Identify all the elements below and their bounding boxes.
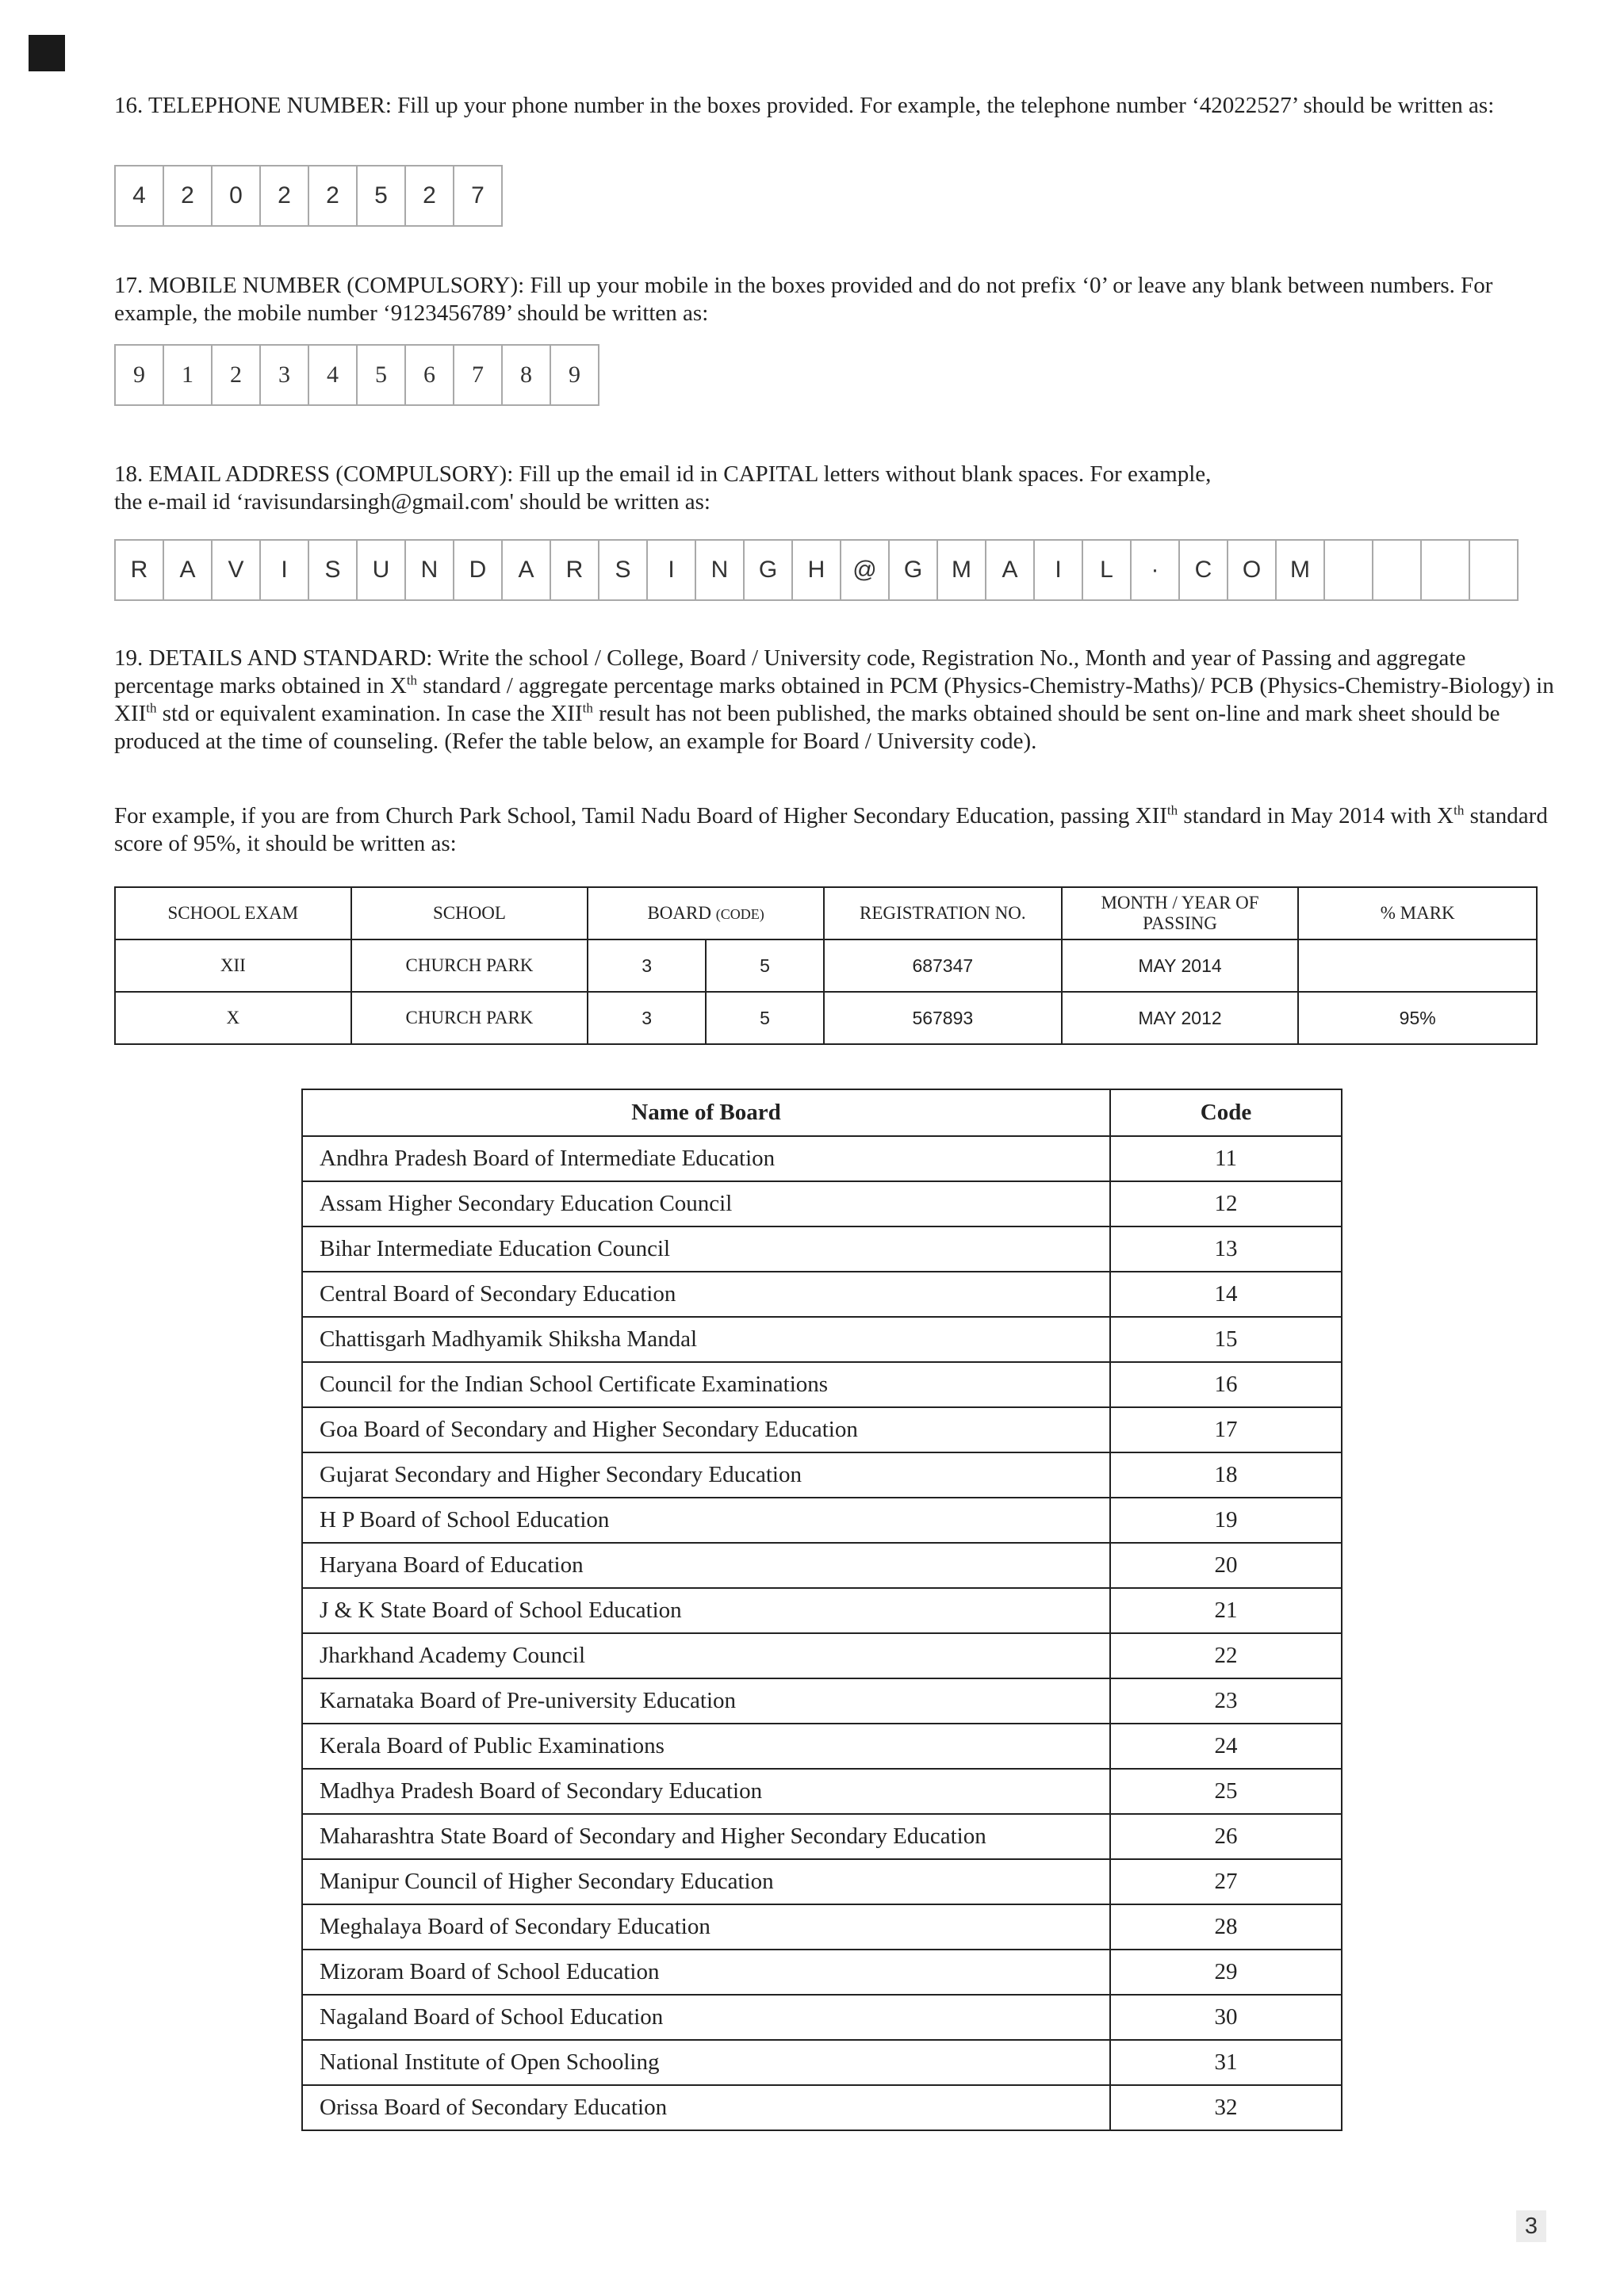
superscript: th xyxy=(1454,802,1465,818)
character-box xyxy=(1372,539,1422,601)
table-row xyxy=(302,1498,1342,1543)
table-row xyxy=(302,1452,1342,1498)
table-row xyxy=(302,1904,1342,1950)
example-instructions xyxy=(114,802,1557,858)
header-board xyxy=(588,887,824,939)
character-box: 2 xyxy=(404,165,454,227)
character-box: A xyxy=(985,539,1035,601)
character-box: O xyxy=(1227,539,1277,601)
board-code-cell: 13 xyxy=(1110,1226,1342,1272)
board-code-cell: 25 xyxy=(1110,1769,1342,1814)
character-box: 2 xyxy=(211,344,261,406)
table-row xyxy=(302,1317,1342,1362)
table-row xyxy=(302,1226,1342,1272)
character-box: G xyxy=(743,539,793,601)
character-box: C xyxy=(1178,539,1228,601)
board-name-cell: Madhya Pradesh Board of Secondary Education xyxy=(302,1769,1110,1814)
board-code-cell: 15 xyxy=(1110,1317,1342,1362)
corner-registration-mark xyxy=(29,35,65,71)
board-code-cell: 30 xyxy=(1110,1995,1342,2040)
mobile-instructions: 17. MOBILE NUMBER (COMPULSORY): Fill up your mobile in the boxes provided and do not prefix ‘0’ or leave any blank between numbers. For example, the mobile number ‘9123456789’ should be written as: xyxy=(114,273,1493,326)
character-box: U xyxy=(356,539,406,601)
board-code-cell: 20 xyxy=(1110,1543,1342,1588)
character-box xyxy=(1469,539,1519,601)
table-row xyxy=(302,1181,1342,1226)
cell-registration: 687347 xyxy=(824,939,1062,992)
cell-exam: X xyxy=(115,992,351,1044)
table-row xyxy=(302,1543,1342,1588)
board-name-cell: Nagaland Board of School Education xyxy=(302,1995,1110,2040)
character-box: M xyxy=(936,539,986,601)
header-month-year-line2: PASSING xyxy=(1143,913,1217,933)
table-row xyxy=(302,1633,1342,1678)
board-code-cell: 17 xyxy=(1110,1407,1342,1452)
cell-mark xyxy=(1298,939,1537,992)
board-name-cell: Orissa Board of Secondary Education xyxy=(302,2085,1110,2130)
board-name-cell: Haryana Board of Education xyxy=(302,1543,1110,1588)
details-text-b: standard / aggregate percentage marks obtained in PCM (Physics-Chemistry-Maths)/ PCB (Physics-Chemistry-Biology) in XII xyxy=(114,673,1554,726)
character-box: 5 xyxy=(356,165,406,227)
character-box: I xyxy=(1033,539,1083,601)
character-box: 2 xyxy=(259,165,309,227)
table-row xyxy=(115,992,1537,1044)
cell-month-year: MAY 2012 xyxy=(1062,992,1299,1044)
board-name-cell: Mizoram Board of School Education xyxy=(302,1950,1110,1995)
character-box: S xyxy=(598,539,648,601)
board-name-cell: Council for the Indian School Certificate Examinations xyxy=(302,1362,1110,1407)
character-box: I xyxy=(259,539,309,601)
table-row xyxy=(302,1769,1342,1814)
email-instructions-line2: the e-mail id ‘ravisundarsingh@gmail.com' should be written as: xyxy=(114,489,710,515)
character-box: 9 xyxy=(550,344,599,406)
board-name-cell: Maharashtra State Board of Secondary and Higher Secondary Education xyxy=(302,1814,1110,1859)
board-code-cell: 14 xyxy=(1110,1272,1342,1317)
board-name-cell: H P Board of School Education xyxy=(302,1498,1110,1543)
telephone-example-boxes xyxy=(114,165,501,227)
character-box: 6 xyxy=(404,344,454,406)
cell-school: CHURCH PARK xyxy=(351,992,588,1044)
superscript: th xyxy=(1166,802,1178,818)
cell-exam: XII xyxy=(115,939,351,992)
board-name-cell: Andhra Pradesh Board of Intermediate Education xyxy=(302,1136,1110,1181)
board-codes-table xyxy=(301,1089,1342,2131)
email-instructions-line1: 18. EMAIL ADDRESS (COMPULSORY): Fill up the email id in CAPITAL letters without blank spaces. For example, xyxy=(114,461,1212,487)
header-month-year xyxy=(1062,887,1299,939)
character-box: R xyxy=(550,539,599,601)
board-code-cell: 19 xyxy=(1110,1498,1342,1543)
page-number: 3 xyxy=(1516,2210,1546,2242)
board-code-cell: 24 xyxy=(1110,1724,1342,1769)
details-text-d: result has not been published, the marks obtained should be sent on-line and mark sheet should be produced at the time of counseling. (Refer the table below, an example for Board / University code). xyxy=(114,701,1500,754)
details-text-c: std or equivalent examination. In case the XII xyxy=(156,701,583,726)
character-box: G xyxy=(888,539,938,601)
table-row xyxy=(302,2040,1342,2085)
character-box: N xyxy=(695,539,745,601)
board-table-body xyxy=(302,1136,1342,2130)
character-box: 9 xyxy=(114,344,164,406)
table-row xyxy=(302,1678,1342,1724)
superscript: th xyxy=(406,672,418,688)
example-text-b: standard in May 2014 with X xyxy=(1178,803,1454,828)
header-board-name: Name of Board xyxy=(302,1089,1110,1136)
superscript: th xyxy=(582,700,593,716)
table-row xyxy=(115,939,1537,992)
header-registration: REGISTRATION NO. xyxy=(824,887,1062,939)
board-code-cell: 16 xyxy=(1110,1362,1342,1407)
character-box: R xyxy=(114,539,164,601)
character-box: I xyxy=(646,539,696,601)
character-box: V xyxy=(211,539,261,601)
telephone-instructions: 16. TELEPHONE NUMBER: Fill up your phone number in the boxes provided. For example, the telephone number ‘42022527’ should be written as: xyxy=(114,93,1495,118)
example-text-a: For example, if you are from Church Park School, Tamil Nadu Board of Higher Secondary Education, passing XII xyxy=(114,803,1167,828)
character-box: 2 xyxy=(308,165,358,227)
character-box: D xyxy=(453,539,503,601)
board-code-cell: 31 xyxy=(1110,2040,1342,2085)
cell-code2: 5 xyxy=(706,939,824,992)
table-header-row xyxy=(302,1089,1342,1136)
board-name-cell: Manipur Council of Higher Secondary Education xyxy=(302,1859,1110,1904)
table-row xyxy=(302,1272,1342,1317)
character-box: 5 xyxy=(356,344,406,406)
board-name-cell: J & K State Board of School Education xyxy=(302,1588,1110,1633)
character-box: M xyxy=(1275,539,1325,601)
cell-school: CHURCH PARK xyxy=(351,939,588,992)
header-month-year-line1: MONTH / YEAR OF xyxy=(1101,893,1259,913)
board-code-cell: 18 xyxy=(1110,1452,1342,1498)
table-row xyxy=(302,1136,1342,1181)
character-box: 7 xyxy=(453,165,503,227)
header-school-exam: SCHOOL EXAM xyxy=(115,887,351,939)
character-box: A xyxy=(163,539,213,601)
cell-month-year: MAY 2014 xyxy=(1062,939,1299,992)
character-box: · xyxy=(1130,539,1180,601)
exam-details-example-table xyxy=(114,886,1538,1045)
mobile-example-boxes xyxy=(114,344,598,406)
board-name-cell: Bihar Intermediate Education Council xyxy=(302,1226,1110,1272)
character-box: 1 xyxy=(163,344,213,406)
character-box xyxy=(1323,539,1373,601)
superscript: th xyxy=(146,700,157,716)
character-box: L xyxy=(1082,539,1132,601)
board-code-cell: 11 xyxy=(1110,1136,1342,1181)
character-box: H xyxy=(791,539,841,601)
cell-mark: 95% xyxy=(1298,992,1537,1044)
board-code-cell: 23 xyxy=(1110,1678,1342,1724)
email-example-boxes xyxy=(114,539,1517,601)
cell-code2: 5 xyxy=(706,992,824,1044)
character-box: S xyxy=(308,539,358,601)
board-code-cell: 22 xyxy=(1110,1633,1342,1678)
table-header-row xyxy=(115,887,1537,939)
character-box: 4 xyxy=(114,165,164,227)
character-box: 0 xyxy=(211,165,261,227)
header-mark: % MARK xyxy=(1298,887,1537,939)
character-box: @ xyxy=(840,539,890,601)
cell-registration: 567893 xyxy=(824,992,1062,1044)
table-row xyxy=(302,1588,1342,1633)
board-name-cell: Kerala Board of Public Examinations xyxy=(302,1724,1110,1769)
board-name-cell: Goa Board of Secondary and Higher Secondary Education xyxy=(302,1407,1110,1452)
table-row xyxy=(302,1814,1342,1859)
board-name-cell: Assam Higher Secondary Education Council xyxy=(302,1181,1110,1226)
example-text-c: standard score of 95%, it should be written as: xyxy=(114,803,1548,856)
board-code-cell: 29 xyxy=(1110,1950,1342,1995)
cell-code1: 3 xyxy=(588,992,706,1044)
character-box: 7 xyxy=(453,344,503,406)
table-row xyxy=(302,1724,1342,1769)
table-row xyxy=(302,1362,1342,1407)
character-box: 3 xyxy=(259,344,309,406)
board-code-cell: 28 xyxy=(1110,1904,1342,1950)
board-code-cell: 26 xyxy=(1110,1814,1342,1859)
board-name-cell: Jharkhand Academy Council xyxy=(302,1633,1110,1678)
table-row xyxy=(302,1995,1342,2040)
board-name-cell: Karnataka Board of Pre-university Education xyxy=(302,1678,1110,1724)
character-box: 2 xyxy=(163,165,213,227)
header-code: Code xyxy=(1110,1089,1342,1136)
character-box xyxy=(1420,539,1470,601)
email-instructions xyxy=(114,461,1557,516)
details-standard-instructions xyxy=(114,645,1557,756)
board-name-cell: Meghalaya Board of Secondary Education xyxy=(302,1904,1110,1950)
table-row xyxy=(302,1859,1342,1904)
board-code-cell: 27 xyxy=(1110,1859,1342,1904)
board-name-cell: Gujarat Secondary and Higher Secondary Education xyxy=(302,1452,1110,1498)
character-box: A xyxy=(501,539,551,601)
header-school: SCHOOL xyxy=(351,887,588,939)
header-board-label: BOARD xyxy=(647,903,711,923)
character-box: 4 xyxy=(308,344,358,406)
table-row xyxy=(302,2085,1342,2130)
header-board-code: (CODE) xyxy=(715,906,764,922)
board-name-cell: Central Board of Secondary Education xyxy=(302,1272,1110,1317)
character-box: N xyxy=(404,539,454,601)
table-row xyxy=(302,1950,1342,1995)
board-name-cell: Chattisgarh Madhyamik Shiksha Mandal xyxy=(302,1317,1110,1362)
board-name-cell: National Institute of Open Schooling xyxy=(302,2040,1110,2085)
character-box: 8 xyxy=(501,344,551,406)
cell-code1: 3 xyxy=(588,939,706,992)
table-row xyxy=(302,1407,1342,1452)
details-text-a: 19. DETAILS AND STANDARD: Write the school / College, Board / University code, Registration No., Month and year of Passing and aggregate percentage marks obtained in X xyxy=(114,645,1466,698)
board-code-cell: 12 xyxy=(1110,1181,1342,1226)
board-code-cell: 32 xyxy=(1110,2085,1342,2130)
board-code-cell: 21 xyxy=(1110,1588,1342,1633)
